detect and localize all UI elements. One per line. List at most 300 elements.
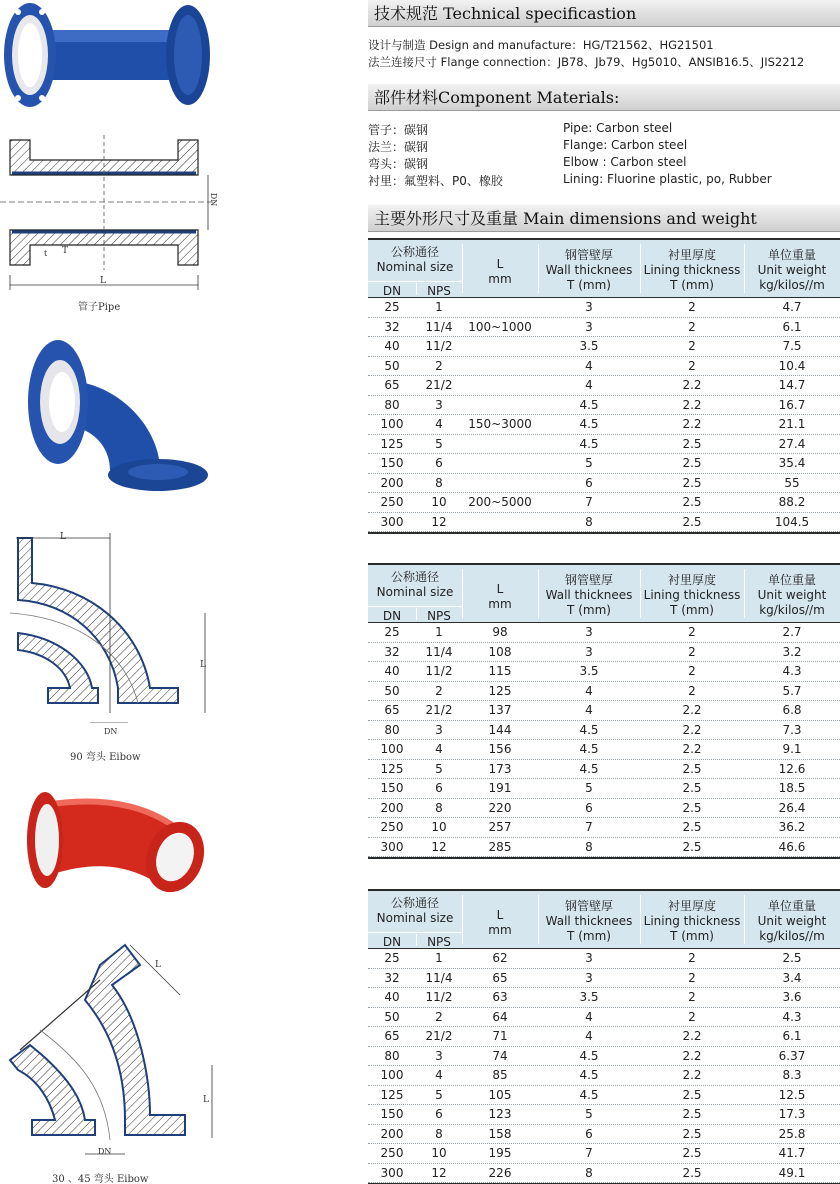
- table-bottom-rule: [368, 857, 840, 859]
- dn-cell: 40: [384, 339, 400, 353]
- dim-t-small-label: t: [44, 249, 48, 258]
- table-row: [368, 1105, 840, 1125]
- length-cell: 156: [488, 742, 512, 756]
- table-row: [368, 396, 840, 416]
- material-value: 碳钢: [404, 140, 429, 154]
- wall-thickness-cell: 3: [585, 319, 593, 334]
- table-bottom-rule: [368, 532, 840, 534]
- lining-thickness-en: Lining thickness: [643, 263, 741, 277]
- table-row: [368, 1008, 840, 1028]
- length-cell: 195: [488, 1146, 512, 1160]
- elbow90-caption: 90 弯头 Eibow: [70, 752, 141, 763]
- length-unit: mm: [488, 272, 512, 286]
- dim-l-label-elbow90-top: L: [60, 532, 66, 542]
- header-divider: [462, 895, 463, 944]
- table-row: [368, 721, 840, 741]
- unit-weight-cell: 2.7: [782, 625, 802, 639]
- material-flange-cn: [368, 138, 428, 155]
- dn-cell: 25: [384, 951, 400, 965]
- lining-thickness-cell: 2.5: [682, 839, 702, 854]
- nps-cell: 5: [435, 761, 443, 776]
- wall-thickness-cell: 5: [585, 1107, 593, 1121]
- length-cell: 125: [488, 683, 512, 698]
- dn-cell: 25: [384, 300, 400, 314]
- lining-thickness-cell: 2.5: [682, 1087, 702, 1102]
- nominal-size-header: [368, 896, 462, 932]
- header-divider: [640, 895, 641, 944]
- lining-thickness-cell: 2.5: [682, 1107, 702, 1121]
- header-divider: [538, 569, 539, 618]
- dimensions-heading: 主要外形尺寸及重量 Main dimensions and weight: [368, 205, 840, 232]
- unit-weight-cell: 6.8: [782, 703, 802, 717]
- wall-thickness-cell: 8: [585, 839, 593, 854]
- table-row: [368, 760, 840, 780]
- nps-cell: 6: [435, 1107, 443, 1121]
- unit-weight-en: Unit weight: [757, 914, 827, 928]
- dn-header: DN: [382, 935, 402, 949]
- unit-weight-cell: 104.5: [774, 514, 810, 529]
- lining-thickness-header: [640, 899, 744, 956]
- flange-standard-line: 法兰连接尺寸 Flange connection：JB78、Jb79、Hg5010、ANSIB16.5、JIS2212: [368, 55, 805, 69]
- material-lining-en: Lining: Fluorine plastic, po, Rubber: [563, 172, 772, 186]
- unit-weight-cell: 12.6: [778, 761, 806, 776]
- table-row: [368, 1086, 840, 1106]
- table-row: [368, 435, 840, 455]
- wall-thickness-cell: 6: [585, 1126, 593, 1141]
- unit-weight-cn: 单位重量: [767, 899, 816, 913]
- dn-cell: 40: [384, 990, 400, 1004]
- dn-cell: 50: [384, 358, 400, 373]
- lining-thickness-cell: 2: [688, 339, 696, 353]
- wall-thickness-cn: 钢管壁厚: [564, 899, 613, 913]
- length-cell: 173: [488, 761, 512, 776]
- dn-cell: 50: [384, 683, 400, 698]
- material-pipe-cn: [368, 121, 428, 138]
- dn-cell: 32: [384, 319, 400, 334]
- material-value: 碳钢: [404, 123, 429, 137]
- table-row: [368, 949, 840, 969]
- dim-l-label-pipe: L: [100, 276, 106, 286]
- length-cell: 285: [488, 839, 512, 854]
- dim-l-label-elbow90-side: L: [200, 660, 206, 670]
- pipe-section-drawing: [0, 135, 230, 300]
- wall-thickness-cell: 4: [585, 358, 593, 373]
- nps-cell: 21/2: [425, 378, 453, 392]
- lining-thickness-cell: 2.5: [682, 495, 702, 509]
- dn-cell: 250: [380, 495, 404, 509]
- wall-thickness-cell: 3.5: [579, 990, 599, 1004]
- material-lining-cn: [368, 172, 503, 189]
- nps-cell: 11/2: [425, 990, 453, 1004]
- nps-cell: 1: [435, 625, 443, 639]
- dim-l-label-elbow45-side: L: [203, 1095, 209, 1105]
- wall-thickness-cell: 4: [585, 703, 593, 717]
- wall-thickness-cell: 4.5: [579, 742, 599, 756]
- nps-header: NPS: [427, 935, 451, 949]
- unit-weight-cell: 18.5: [778, 781, 806, 795]
- table-row: [368, 357, 840, 377]
- nps-cell: 10: [431, 1146, 447, 1160]
- wall-thickness-cell: 8: [585, 1165, 593, 1180]
- wall-thickness-cell: 4.5: [579, 436, 599, 451]
- length-cell: 62: [492, 951, 508, 965]
- table-row: [368, 623, 840, 643]
- header-divider: [538, 895, 539, 944]
- unit-weight-cell: 6.37: [778, 1048, 806, 1063]
- length-unit: mm: [488, 923, 512, 937]
- nps-cell: 1: [435, 300, 443, 314]
- lining-thickness-cell: 2.5: [682, 436, 702, 451]
- dn-cell: 100: [380, 417, 404, 431]
- material-value: 氟塑料、P0、橡胶: [404, 174, 503, 188]
- dn-cell: 125: [380, 761, 404, 776]
- unit-weight-cell: 25.8: [778, 1126, 806, 1141]
- wall-thickness-cell: 3.5: [579, 664, 599, 678]
- lining-thickness-cell: 2.5: [682, 475, 702, 490]
- elbow45-section-drawing: [0, 940, 230, 1170]
- pipe-dimensions-table: [368, 238, 840, 534]
- dim-dn-label-pipe: DN: [209, 192, 219, 207]
- dn-cell: 150: [380, 781, 404, 795]
- nps-cell: 10: [431, 495, 447, 509]
- table-row: [368, 298, 840, 318]
- nps-cell: 5: [435, 1087, 443, 1102]
- lining-thickness-cell: 2: [688, 644, 696, 659]
- wall-thickness-cell: 3: [585, 951, 593, 965]
- header-divider: [462, 569, 463, 618]
- header-divider: [744, 895, 745, 944]
- nominal-size-cn: 公称通径: [390, 245, 439, 259]
- unit-weight-cn: 单位重量: [767, 573, 816, 587]
- unit-weight-cell: 3.4: [782, 970, 802, 985]
- dn-cell: 65: [384, 1029, 400, 1043]
- nps-header: NPS: [427, 609, 451, 623]
- unit-weight-header: [744, 899, 840, 956]
- material-elbow-en: Elbow : Carbon steel: [563, 155, 687, 169]
- wall-thickness-cn: 钢管壁厚: [564, 573, 613, 587]
- table-row: [368, 799, 840, 819]
- material-label: 管子：: [368, 123, 405, 137]
- material-flange-en: Flange: Carbon steel: [563, 138, 688, 152]
- elbow90-dimensions-table: [368, 563, 840, 859]
- unit-weight-cell: 36.2: [778, 820, 806, 834]
- lining-thickness-cell: 2.5: [682, 1165, 702, 1180]
- nps-cell: 4: [435, 1068, 443, 1082]
- dim-t-label: T: [62, 246, 69, 256]
- dn-cell: 32: [384, 970, 400, 985]
- unit-weight-cell: 88.2: [778, 495, 806, 509]
- dn-cell: 150: [380, 1107, 404, 1121]
- dim-dn-label-elbow45: DN: [98, 1147, 112, 1156]
- dn-cell: 100: [380, 742, 404, 756]
- lining-thickness-cell: 2.2: [682, 703, 702, 717]
- lining-thickness-cell: 2: [688, 970, 696, 985]
- wall-thickness-cell: 5: [585, 781, 593, 795]
- length-cell: 115: [488, 664, 512, 678]
- length-cell: 65: [492, 970, 508, 985]
- dn-cell: 125: [380, 1087, 404, 1102]
- lining-thickness-cell: 2.2: [682, 378, 702, 392]
- nps-cell: 4: [435, 742, 443, 756]
- header-divider: [462, 244, 463, 293]
- unit-weight-en: Unit weight: [757, 588, 827, 602]
- lining-thickness-cell: 2.5: [682, 1126, 702, 1141]
- dn-header: DN: [382, 609, 402, 623]
- length-cell: 74: [492, 1048, 508, 1063]
- dn-cell: 300: [380, 514, 404, 529]
- dn-cell: 80: [384, 722, 400, 737]
- table-row: [368, 779, 840, 799]
- lining-thickness-cell: 2.5: [682, 761, 702, 776]
- table-row: [368, 415, 840, 435]
- nps-cell: 6: [435, 781, 443, 795]
- unit-weight-unit: kg/kilos//m: [759, 278, 825, 292]
- lining-thickness-unit: T (mm): [670, 929, 714, 943]
- lining-thickness-cn: 衬里厚度: [667, 248, 716, 262]
- wall-thickness-cell: 4: [585, 683, 593, 698]
- elbow90-photo: [10, 320, 210, 495]
- wall-thickness-cell: 7: [585, 1146, 593, 1160]
- nps-cell: 10: [431, 820, 447, 834]
- unit-weight-cell: 10.4: [778, 358, 806, 373]
- lining-thickness-cell: 2.2: [682, 1048, 702, 1063]
- wall-thickness-cell: 3: [585, 300, 593, 314]
- table-row: [368, 1164, 840, 1184]
- dn-cell: 50: [384, 1009, 400, 1024]
- elbow90-section-drawing: [0, 528, 230, 723]
- lining-thickness-cell: 2: [688, 664, 696, 678]
- length-cell: 226: [488, 1165, 512, 1180]
- material-value: 碳钢: [404, 157, 429, 171]
- nps-cell: 2: [435, 358, 443, 373]
- table-row: [368, 969, 840, 989]
- length-cell: 257: [488, 820, 512, 834]
- unit-weight-cell: 46.6: [778, 839, 806, 854]
- nps-cell: 1: [435, 951, 443, 965]
- header-divider: [640, 244, 641, 293]
- nps-cell: 21/2: [425, 703, 453, 717]
- lining-thickness-cell: 2.2: [682, 722, 702, 737]
- dn-header: DN: [382, 284, 402, 298]
- wall-thickness-cell: 4.5: [579, 761, 599, 776]
- wall-thickness-header: [538, 248, 640, 305]
- unit-weight-cell: 3.6: [782, 990, 802, 1004]
- dn-cell: 200: [380, 1126, 404, 1141]
- nps-cell: 8: [435, 475, 443, 490]
- dn-cell: 40: [384, 664, 400, 678]
- wall-thickness-cell: 4: [585, 1029, 593, 1043]
- tech-spec-heading: 技术规范 Technical specificastion: [368, 0, 840, 27]
- nps-cell: 8: [435, 800, 443, 815]
- unit-weight-cell: 17.3: [778, 1107, 806, 1121]
- nominal-size-en: Nominal size: [376, 585, 454, 599]
- wall-thickness-cn: 钢管壁厚: [564, 248, 613, 262]
- wall-thickness-cell: 3: [585, 625, 593, 639]
- length-range-cell: 100~1000: [468, 319, 532, 334]
- wall-thickness-cell: 8: [585, 514, 593, 529]
- wall-thickness-cell: 3: [585, 644, 593, 659]
- lining-thickness-cell: 2.5: [682, 456, 702, 470]
- wall-thickness-cell: 4.5: [579, 397, 599, 412]
- length-cell: 63: [492, 990, 508, 1004]
- unit-weight-unit: kg/kilos//m: [759, 603, 825, 617]
- unit-weight-cell: 55: [784, 475, 800, 490]
- wall-thickness-cell: 3.5: [579, 339, 599, 353]
- wall-thickness-cell: 3: [585, 970, 593, 985]
- table-header: [368, 889, 840, 949]
- nps-cell: 12: [431, 839, 447, 854]
- lining-thickness-cell: 2.5: [682, 800, 702, 815]
- dn-cell: 65: [384, 378, 400, 392]
- table-header: [368, 238, 840, 298]
- nps-cell: 3: [435, 722, 443, 737]
- unit-weight-cell: 35.4: [778, 456, 806, 470]
- unit-weight-cell: 5.7: [782, 683, 802, 698]
- lining-thickness-cn: 衬里厚度: [667, 573, 716, 587]
- dim-l-label-elbow45-top: L: [155, 960, 161, 970]
- table-row: [368, 474, 840, 494]
- wall-thickness-cell: 4.5: [579, 1048, 599, 1063]
- materials-heading: 部件材料Component Materials:: [368, 84, 840, 111]
- length-cell: 108: [488, 644, 512, 659]
- nps-cell: 11/2: [425, 664, 453, 678]
- nominal-size-cn: 公称通径: [390, 896, 439, 910]
- lining-thickness-cell: 2.5: [682, 781, 702, 795]
- length-cell: 191: [488, 781, 512, 795]
- lining-thickness-en: Lining thickness: [643, 914, 741, 928]
- elbow45-dimensions-table: [368, 889, 840, 1184]
- header-divider: [538, 244, 539, 293]
- unit-weight-cell: 7.5: [782, 339, 802, 353]
- nps-cell: 11/2: [425, 339, 453, 353]
- header-divider: [744, 244, 745, 293]
- nps-cell: 4: [435, 417, 443, 431]
- table-row: [368, 838, 840, 858]
- nps-cell: 21/2: [425, 1029, 453, 1043]
- unit-weight-cell: 3.2: [782, 644, 802, 659]
- unit-weight-cell: 26.4: [778, 800, 806, 815]
- lining-thickness-cell: 2.5: [682, 820, 702, 834]
- length-cell: 64: [492, 1009, 508, 1024]
- lining-thickness-unit: T (mm): [670, 603, 714, 617]
- unit-weight-cell: 16.7: [778, 397, 806, 412]
- unit-weight-cell: 4.3: [782, 664, 802, 678]
- table-row: [368, 337, 840, 357]
- unit-weight-cell: 6.1: [782, 1029, 802, 1043]
- header-divider: [416, 608, 417, 620]
- table-row: [368, 1047, 840, 1067]
- pipe-caption: 管子Pipe: [78, 302, 121, 313]
- wall-thickness-cell: 4.5: [579, 722, 599, 737]
- nominal-size-cn: 公称通径: [390, 570, 439, 584]
- wall-thickness-cell: 4.5: [579, 417, 599, 431]
- unit-weight-cell: 4.7: [782, 300, 802, 314]
- table-header: [368, 563, 840, 623]
- lining-thickness-cell: 2: [688, 358, 696, 373]
- lining-thickness-unit: T (mm): [670, 278, 714, 292]
- dn-cell: 80: [384, 397, 400, 412]
- lining-thickness-cell: 2.2: [682, 1068, 702, 1082]
- nps-cell: 5: [435, 436, 443, 451]
- length-label: L: [496, 257, 504, 271]
- length-cell: 137: [488, 703, 512, 717]
- unit-weight-cn: 单位重量: [767, 248, 816, 262]
- table-row: [368, 643, 840, 663]
- table-row: [368, 1027, 840, 1047]
- lining-thickness-cell: 2.2: [682, 742, 702, 756]
- wall-thickness-cell: 7: [585, 495, 593, 509]
- length-range-cell: 150~3000: [468, 417, 532, 431]
- dn-cell: 125: [380, 436, 404, 451]
- table-row: [368, 1125, 840, 1145]
- lining-thickness-en: Lining thickness: [643, 588, 741, 602]
- table-body: [368, 623, 840, 857]
- length-unit: mm: [488, 597, 512, 611]
- unit-weight-header: [744, 573, 840, 630]
- nps-cell: 11/4: [425, 970, 453, 985]
- unit-weight-cell: 7.3: [782, 722, 802, 737]
- table-body: [368, 949, 840, 1183]
- nominal-size-en: Nominal size: [376, 260, 454, 274]
- length-label: L: [496, 582, 504, 596]
- header-divider: [416, 283, 417, 295]
- wall-thickness-unit: T (mm): [567, 929, 611, 943]
- illustrations-column: [0, 0, 240, 1184]
- length-cell: 220: [488, 800, 512, 815]
- nps-cell: 8: [435, 1126, 443, 1141]
- lining-thickness-cell: 2: [688, 990, 696, 1004]
- material-label: 法兰：: [368, 140, 405, 154]
- dn-cell: 250: [380, 820, 404, 834]
- lining-thickness-cell: 2: [688, 319, 696, 334]
- wall-thickness-en: Wall thicknees: [545, 914, 633, 928]
- header-divider: [416, 934, 417, 946]
- table-row: [368, 682, 840, 702]
- dn-cell: 80: [384, 1048, 400, 1063]
- lined-pipe-photo: [0, 0, 220, 115]
- unit-weight-unit: kg/kilos//m: [759, 929, 825, 943]
- nps-cell: 11/4: [425, 319, 453, 334]
- table-row: [368, 818, 840, 838]
- material-label: 弯头：: [368, 157, 405, 171]
- dn-cell: 32: [384, 644, 400, 659]
- nps-cell: 6: [435, 456, 443, 470]
- dn-cell: 150: [380, 456, 404, 470]
- lining-thickness-cell: 2: [688, 1009, 696, 1024]
- table-row: [368, 318, 840, 338]
- lining-thickness-cell: 2: [688, 300, 696, 314]
- wall-thickness-cell: 4.5: [579, 1087, 599, 1102]
- wall-thickness-cell: 6: [585, 800, 593, 815]
- nominal-size-en: Nominal size: [376, 911, 454, 925]
- elbow45-caption: 30 、45 弯头 Eibow: [52, 1174, 149, 1184]
- dn-cell: 300: [380, 1165, 404, 1180]
- lining-thickness-cell: 2.5: [682, 514, 702, 529]
- length-range-cell: 200~5000: [468, 495, 532, 509]
- dn-cell: 200: [380, 475, 404, 490]
- dn-cell: 250: [380, 1146, 404, 1160]
- length-cell: 123: [488, 1107, 512, 1121]
- wall-thickness-header: [538, 899, 640, 956]
- lining-thickness-header: [640, 573, 744, 630]
- wall-thickness-cell: 5: [585, 456, 593, 470]
- wall-thickness-unit: T (mm): [567, 603, 611, 617]
- dn-cell: 200: [380, 800, 404, 815]
- length-cell: 71: [492, 1029, 508, 1043]
- nps-cell: 2: [435, 683, 443, 698]
- nominal-size-header: [368, 245, 462, 281]
- table-row: [368, 1144, 840, 1164]
